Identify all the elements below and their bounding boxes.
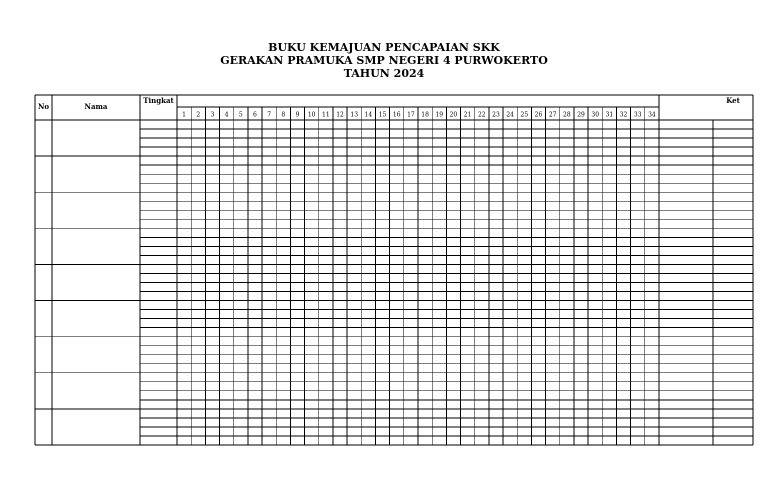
skk-number-label: 25 [520,111,529,119]
skk-number-label: 26 [534,111,543,119]
skk-number-label: 22 [477,111,486,119]
skk-number-label: 9 [295,111,300,119]
skk-number-label: 27 [548,111,557,119]
header-tingkat: Tingkat [143,96,174,105]
skk-number-label: 21 [463,111,472,119]
skk-number-label: 11 [322,111,330,119]
skk-number-label: 34 [648,111,656,119]
skk-number-label: 3 [210,111,215,119]
skk-number-label: 31 [605,111,614,119]
skk-number-label: 10 [307,111,316,119]
skk-number-label: 20 [449,111,458,119]
document-title-line-3: TAHUN 2024 [343,67,425,80]
skk-number-label: 24 [506,111,514,119]
skk-number-label: 2 [196,111,201,119]
skk-number-label: 33 [633,111,642,119]
skk-number-label: 19 [435,111,444,119]
skk-number-label: 5 [238,111,243,119]
header-ket: Ket [726,96,740,105]
skk-number-label: 29 [577,111,585,119]
skk-number-label: 14 [364,111,373,119]
header-nama: Nama [84,102,108,111]
skk-number-label: 1 [182,111,187,119]
skk-number-label: 16 [392,111,401,119]
document-title-line-1: BUKU KEMAJUAN PENCAPAIAN SKK [268,41,500,54]
skk-number-label: 32 [619,111,628,119]
skk-number-label: 18 [421,111,429,119]
skk-number-label: 28 [563,111,571,119]
skk-number-label: 4 [224,111,229,119]
skk-number-label: 8 [281,111,286,119]
skk-number-label: 7 [267,111,272,119]
skk-number-label: 30 [591,111,600,119]
skk-number-label: 13 [350,111,359,119]
skk-number-label: 17 [407,111,415,119]
skk-number-label: 23 [492,111,500,119]
header-no: No [37,102,50,111]
skk-number-label: 12 [336,111,344,119]
document-title-line-2: GERAKAN PRAMUKA SMP NEGERI 4 PURWOKERTO [220,54,548,67]
skk-number-label: 15 [378,111,387,119]
skk-number-label: 6 [253,111,257,119]
